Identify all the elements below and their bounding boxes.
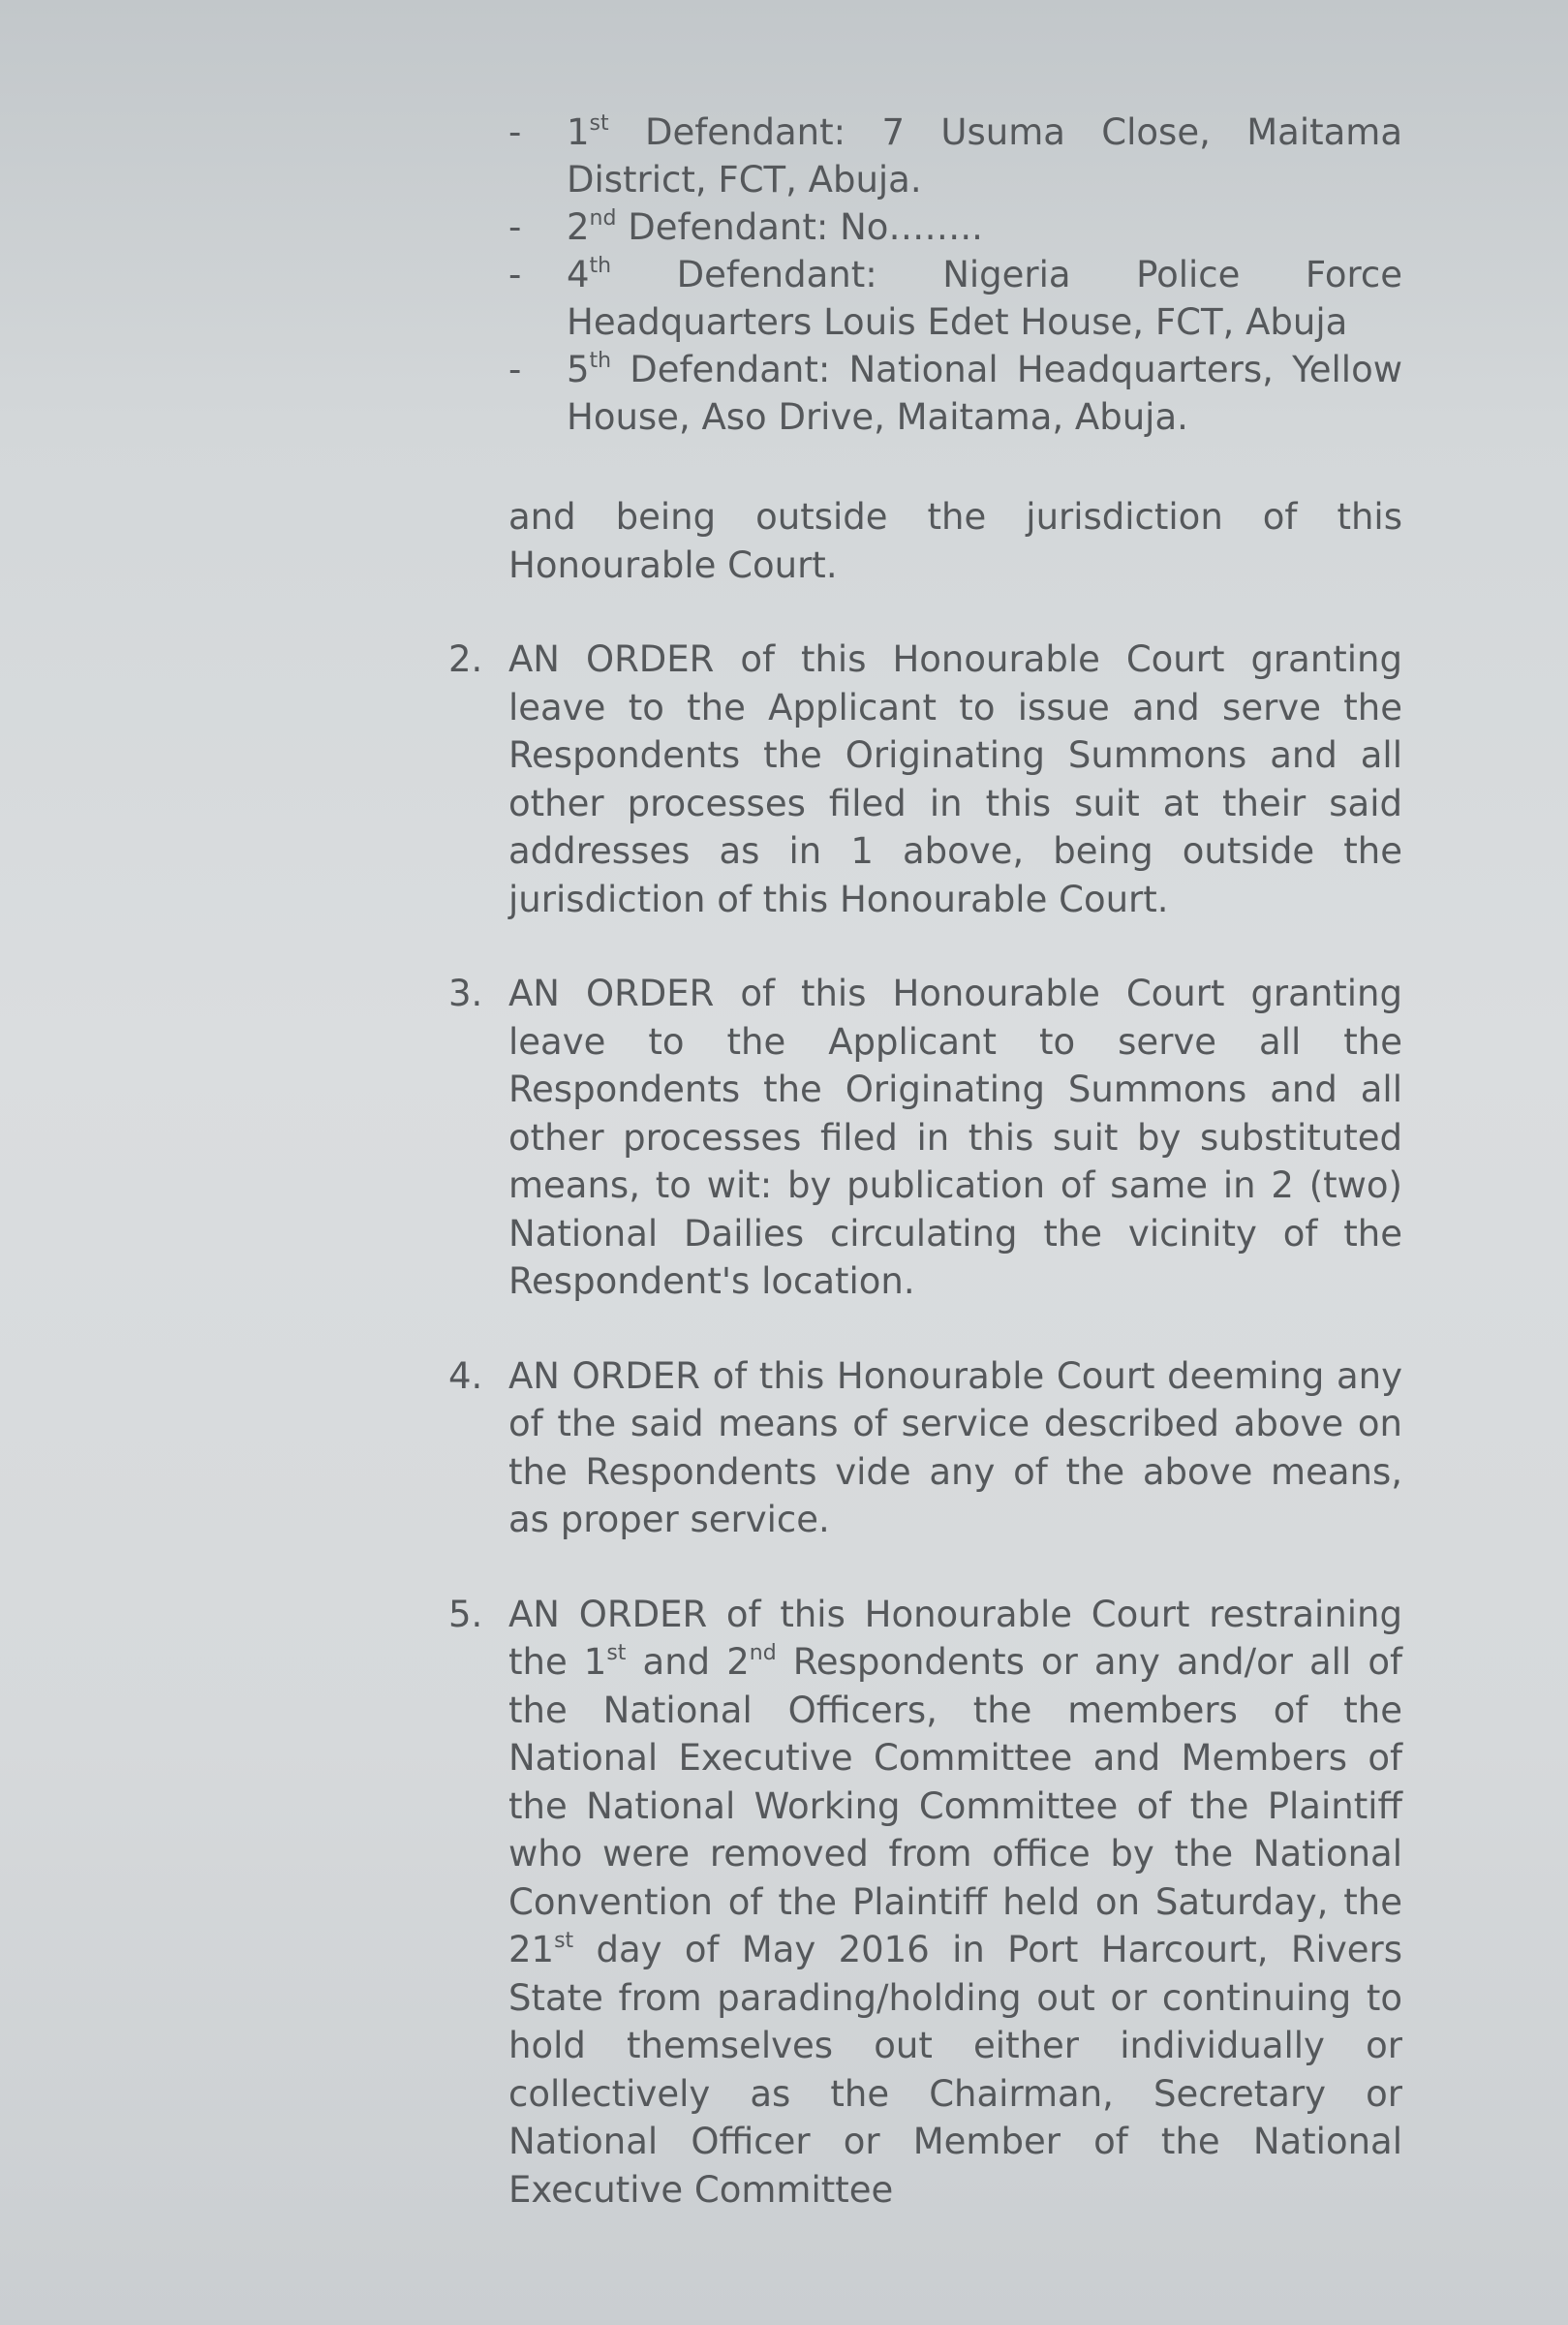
list-dash: - — [508, 111, 522, 153]
continuation-paragraph: and being outside the jurisdiction of this Honourable Court. — [508, 496, 1402, 586]
ordinal-suffix: th — [589, 349, 612, 373]
defendant-ordinal: 4 — [567, 254, 590, 295]
ordinal-suffix: st — [554, 1929, 574, 1953]
defendant-address-text: Defendant: 7 Usuma Close, Maitama District, FCT, Abuja. — [567, 111, 1402, 201]
defendant-address-text: Defendant: National Headquarters, Yellow House, Aso Drive, Maitama, Abuja. — [567, 349, 1402, 438]
ordinal-suffix: nd — [589, 206, 617, 231]
order-item — [448, 1591, 1402, 2215]
order-text — [508, 1591, 1402, 2215]
ordinal-suffix: st — [606, 1641, 627, 1665]
order-text: AN ORDER of this Honourable Court deeming any of the said means of service described above on the Respondents vide any of the above means, as proper service. — [508, 1354, 1402, 1540]
order-item — [448, 970, 1402, 1306]
order-number: 5. — [448, 1593, 483, 1635]
ordinal-suffix: nd — [749, 1641, 777, 1665]
defendant-address-text: Defendant: No…….. — [616, 206, 983, 248]
order-number: 4. — [448, 1354, 483, 1397]
order-text-part: day of May 2016 in Port Harcourt, Rivers State from parading/holding out or continuing to hold themselves out either individually or collectively as the Chairman, Secretary or National Officer or Member of the National Executive Committee — [508, 1929, 1402, 2211]
ordinal-suffix: st — [589, 111, 609, 136]
order-item — [448, 1352, 1402, 1544]
defendant-address-text: Defendant: Nigeria Police Force Headquarters Louis Edet House, FCT, Abuja — [567, 254, 1402, 343]
defendant-address-item — [448, 108, 1402, 203]
order-text-part: Respondents or any and/or all of the National Officers, the members of the National Executive Committee and Members of the National Working Committee of the Plaintiff who were removed from office by the National Convention of the Plaintiff held on Saturday, the 21 — [508, 1641, 1402, 1970]
ordinal-suffix: th — [589, 254, 612, 278]
order-text: AN ORDER of this Honourable Court granting leave to the Applicant to serve all the Respondents the Originating Summons and all other processes filed in this suit by substituted means, to wit: by publication of same in 2 (two) National Dailies circulating the vicinity of the Respondent's location. — [508, 973, 1402, 1302]
defendant-ordinal: 5 — [567, 349, 590, 390]
defendant-address-item — [448, 203, 1402, 251]
order-item — [448, 636, 1402, 923]
order-number: 3. — [448, 973, 483, 1014]
defendant-ordinal: 1 — [567, 111, 590, 153]
document-body — [448, 108, 1402, 2214]
orders-list — [448, 636, 1402, 2214]
order-number: 2. — [448, 638, 483, 680]
defendant-address-item — [448, 346, 1402, 441]
defendant-ordinal: 2 — [567, 206, 590, 248]
list-dash: - — [508, 254, 522, 295]
order-text-part: and 2 — [626, 1641, 750, 1683]
list-dash: - — [508, 206, 522, 248]
defendant-address-list — [448, 108, 1402, 441]
order-text: AN ORDER of this Honourable Court granting leave to the Applicant to issue and serve the Respondents the Originating Summons and all other processes filed in this suit at their said addresses as in 1 above, being outside the jurisdiction of this Honourable Court. — [508, 638, 1402, 920]
defendant-address-item — [448, 251, 1402, 346]
order-text-part: AN ORDER of this Honourable Court restraining the 1 — [508, 1593, 1402, 1683]
list-dash: - — [508, 349, 522, 390]
